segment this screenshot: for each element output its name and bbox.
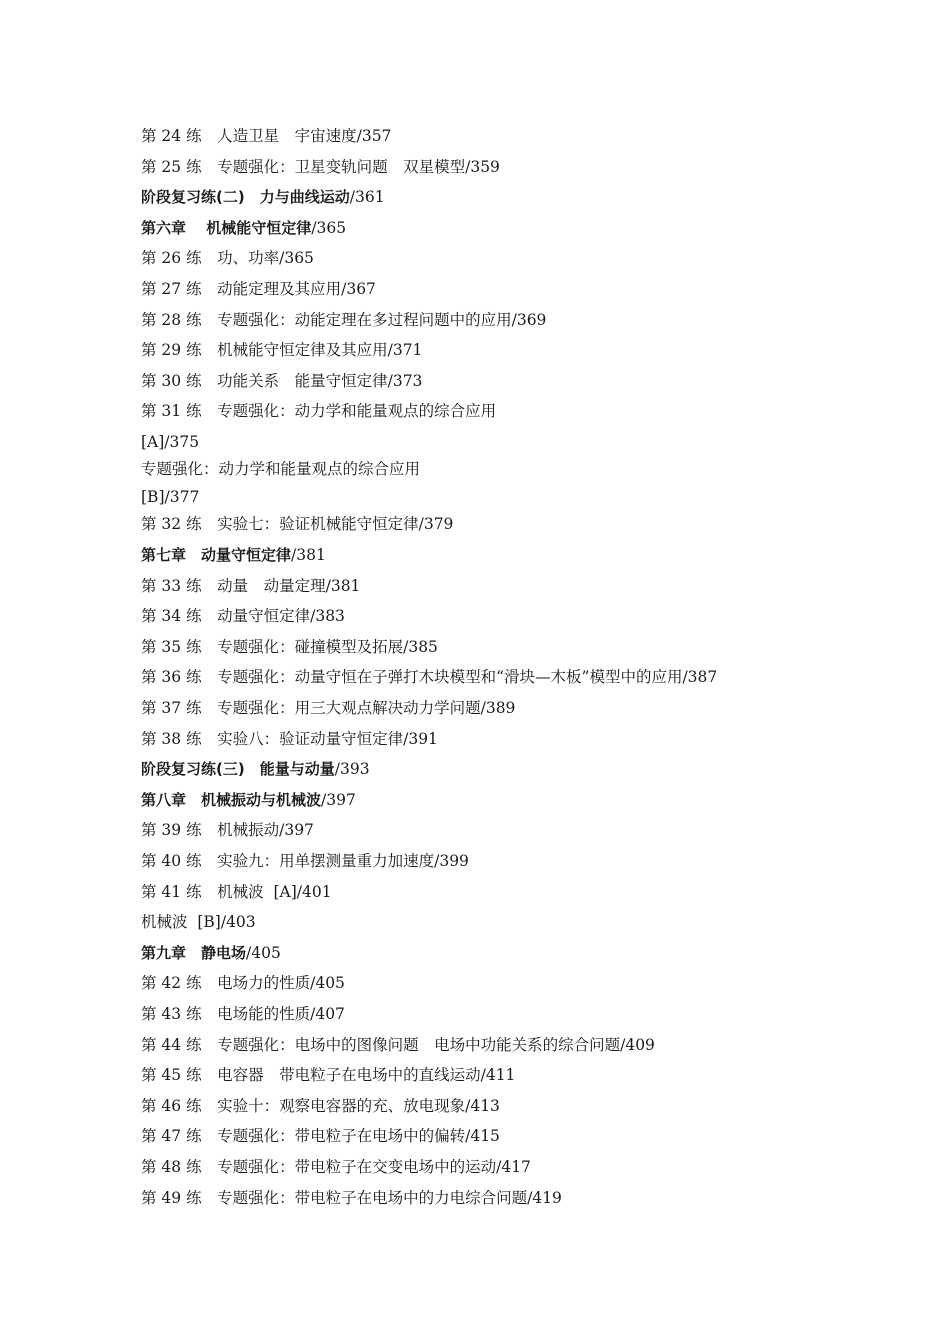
toc-number: 第七章 (141, 546, 187, 565)
toc-title: 专题强化：带电粒子在交变电场中的运动 (217, 1157, 497, 1176)
toc-entry (141, 122, 921, 153)
toc-number: 第 48 练 (141, 1157, 202, 1176)
toc-title: 电容器 带电粒子在电场中的直线运动 (217, 1066, 481, 1085)
toc-number: 第 30 练 (141, 371, 202, 390)
toc-title: [A] (141, 432, 165, 451)
toc-number: 第九章 (141, 943, 187, 962)
toc-title: 专题强化：带电粒子在电场中的偏转 (217, 1127, 466, 1146)
toc-page: /417 (496, 1157, 531, 1176)
toc-title: 动能定理及其应用 (217, 279, 342, 298)
toc-page: /411 (480, 1066, 516, 1085)
toc-entry (141, 878, 921, 909)
toc-number: 第 28 练 (141, 310, 202, 329)
toc-number: 第 29 练 (141, 341, 202, 360)
toc-page: /359 (465, 157, 500, 176)
toc-page: /367 (341, 279, 376, 298)
toc-number: 第 42 练 (141, 974, 202, 993)
toc-page: /391 (403, 729, 438, 748)
toc-number: 第 46 练 (141, 1096, 202, 1115)
toc-number: 第八章 (141, 790, 187, 809)
toc-page: /387 (682, 668, 718, 687)
toc-entry (141, 633, 921, 664)
toc-entry (141, 1092, 921, 1123)
toc-page: /405 (246, 943, 281, 962)
toc-title: 力与曲线运动 (259, 188, 350, 207)
toc-number: 第 43 练 (141, 1004, 202, 1023)
toc-title: 机械能守恒定律 (201, 218, 312, 237)
toc-entry (141, 725, 921, 756)
toc-page: /393 (334, 760, 370, 779)
toc-entry (141, 1031, 921, 1062)
toc-title: 动量守恒定律 (201, 546, 292, 565)
table-of-contents (141, 122, 921, 1214)
toc-number: 第 45 练 (141, 1066, 202, 1085)
toc-entry (141, 336, 921, 367)
toc-title: 专题强化：动能定理在多过程问题中的应用 (217, 310, 512, 329)
toc-entry (141, 663, 921, 694)
toc-entry (141, 969, 921, 1000)
toc-page: /413 (465, 1096, 500, 1115)
toc-title: 专题强化：动量守恒在子弹打木块模型和“滑块—木板”模型中的应用 (217, 668, 683, 687)
toc-number: 第 32 练 (141, 515, 202, 534)
toc-number: 第 47 练 (141, 1127, 202, 1146)
toc-page: /409 (620, 1035, 655, 1054)
toc-page: /403 (220, 913, 256, 932)
toc-entry (141, 397, 921, 428)
toc-entry (141, 694, 921, 725)
toc-number: 第 27 练 (141, 279, 202, 298)
toc-title: 实验七：验证机械能守恒定律 (217, 515, 419, 534)
toc-entry (141, 1122, 921, 1153)
toc-number: 第 37 练 (141, 699, 202, 717)
toc-title: 专题强化：电场中的图像问题 电场中功能关系的综合问题 (217, 1035, 621, 1054)
toc-page: /405 (310, 974, 345, 993)
toc-page: /379 (418, 515, 454, 534)
toc-number: 第 26 练 (141, 249, 202, 268)
toc-number: 第 41 练 (141, 882, 202, 901)
toc-number: 第 35 练 (141, 637, 202, 656)
toc-page: /381 (291, 546, 326, 565)
toc-number: 第 33 练 (141, 576, 202, 595)
toc-number: 第 40 练 (141, 851, 202, 870)
toc-page: /373 (387, 371, 423, 390)
toc-page: /389 (480, 699, 516, 717)
toc-page: /371 (387, 341, 423, 360)
toc-title: 专题强化：动力学和能量观点的综合应用 (141, 460, 421, 479)
toc-number: 第 31 练 (141, 402, 202, 421)
toc-title: 机械波 [A] (217, 882, 297, 901)
toc-page: /383 (310, 607, 345, 626)
toc-page: /369 (511, 310, 547, 329)
toc-entry (141, 847, 921, 878)
toc-page: /397 (279, 821, 314, 840)
toc-title: 电场能的性质 (217, 1004, 311, 1023)
toc-page: /415 (465, 1127, 500, 1146)
toc-page: /419 (527, 1188, 562, 1207)
toc-title: 专题强化：碰撞模型及拓展 (217, 637, 404, 656)
toc-entry (141, 1000, 921, 1031)
toc-number: 第 24 练 (141, 127, 202, 145)
toc-section-heading (141, 183, 921, 214)
toc-entry (141, 1061, 921, 1092)
toc-title: [B] (141, 487, 165, 506)
toc-page: /401 (296, 882, 332, 901)
toc-section-heading (141, 755, 921, 786)
toc-chapter-heading (141, 541, 921, 572)
toc-number: 第 34 练 (141, 607, 202, 626)
toc-entry (141, 1184, 921, 1215)
toc-title: 机械能守恒定律及其应用 (217, 341, 388, 360)
toc-title: 专题强化：动力学和能量观点的综合应用 (217, 402, 497, 421)
toc-title: 人造卫星 宇宙速度 (217, 127, 357, 145)
toc-page: /399 (434, 851, 469, 870)
toc-title: 电场力的性质 (217, 974, 311, 993)
toc-entry (141, 1153, 921, 1184)
toc-number: 第六章 (141, 218, 187, 237)
toc-title: 能量与动量 (259, 760, 335, 779)
toc-page: /361 (349, 188, 385, 207)
toc-title: 机械振动 (217, 821, 280, 840)
toc-title: 实验八：验证动量守恒定律 (217, 729, 404, 748)
toc-page: /381 (325, 576, 361, 595)
toc-title: 动量 动量定理 (217, 576, 326, 595)
toc-entry (141, 455, 921, 483)
toc-page: /377 (164, 487, 200, 506)
toc-chapter-heading (141, 786, 921, 817)
toc-entry (141, 602, 921, 633)
toc-title: 功能关系 能量守恒定律 (217, 371, 388, 390)
toc-title: 专题强化：带电粒子在电场中的力电综合问题 (217, 1188, 528, 1207)
toc-number: 第 44 练 (141, 1035, 202, 1054)
toc-entry (141, 510, 921, 541)
toc-number: 第 38 练 (141, 729, 202, 748)
toc-title: 实验十：观察电容器的充、放电现象 (217, 1096, 466, 1115)
toc-page: /357 (356, 127, 392, 145)
toc-entry (141, 306, 921, 337)
toc-entry (141, 153, 921, 184)
toc-page: /407 (310, 1004, 345, 1023)
toc-number: 第 25 练 (141, 157, 202, 176)
toc-title: 功、功率 (217, 249, 280, 268)
toc-page: /365 (311, 218, 347, 237)
toc-title: 专题强化：用三大观点解决动力学问题 (217, 699, 481, 717)
toc-entry-continuation (141, 483, 921, 511)
toc-page: /375 (164, 432, 200, 451)
toc-entry (141, 244, 921, 275)
toc-number: 阶段复习练(三) (141, 760, 245, 779)
toc-entry (141, 816, 921, 847)
toc-entry-continuation (141, 428, 921, 456)
toc-title: 机械波 [B] (141, 913, 221, 932)
toc-entry (141, 367, 921, 398)
toc-entry (141, 572, 921, 603)
toc-title: 静电场 (201, 943, 247, 962)
toc-title: 专题强化：卫星变轨问题 双星模型 (217, 157, 466, 176)
toc-number: 第 39 练 (141, 821, 202, 840)
toc-page: /397 (321, 790, 356, 809)
toc-title: 实验九：用单摆测量重力加速度 (217, 851, 435, 870)
toc-number: 第 49 练 (141, 1188, 202, 1207)
toc-number: 阶段复习练(二) (141, 188, 245, 207)
toc-number: 第 36 练 (141, 668, 202, 687)
toc-page: /365 (279, 249, 314, 268)
toc-page: /385 (403, 637, 438, 656)
toc-chapter-heading (141, 214, 921, 245)
toc-entry (141, 275, 921, 306)
toc-title: 机械振动与机械波 (201, 790, 322, 809)
toc-entry (141, 908, 921, 939)
toc-chapter-heading (141, 939, 921, 970)
toc-title: 动量守恒定律 (217, 607, 311, 626)
